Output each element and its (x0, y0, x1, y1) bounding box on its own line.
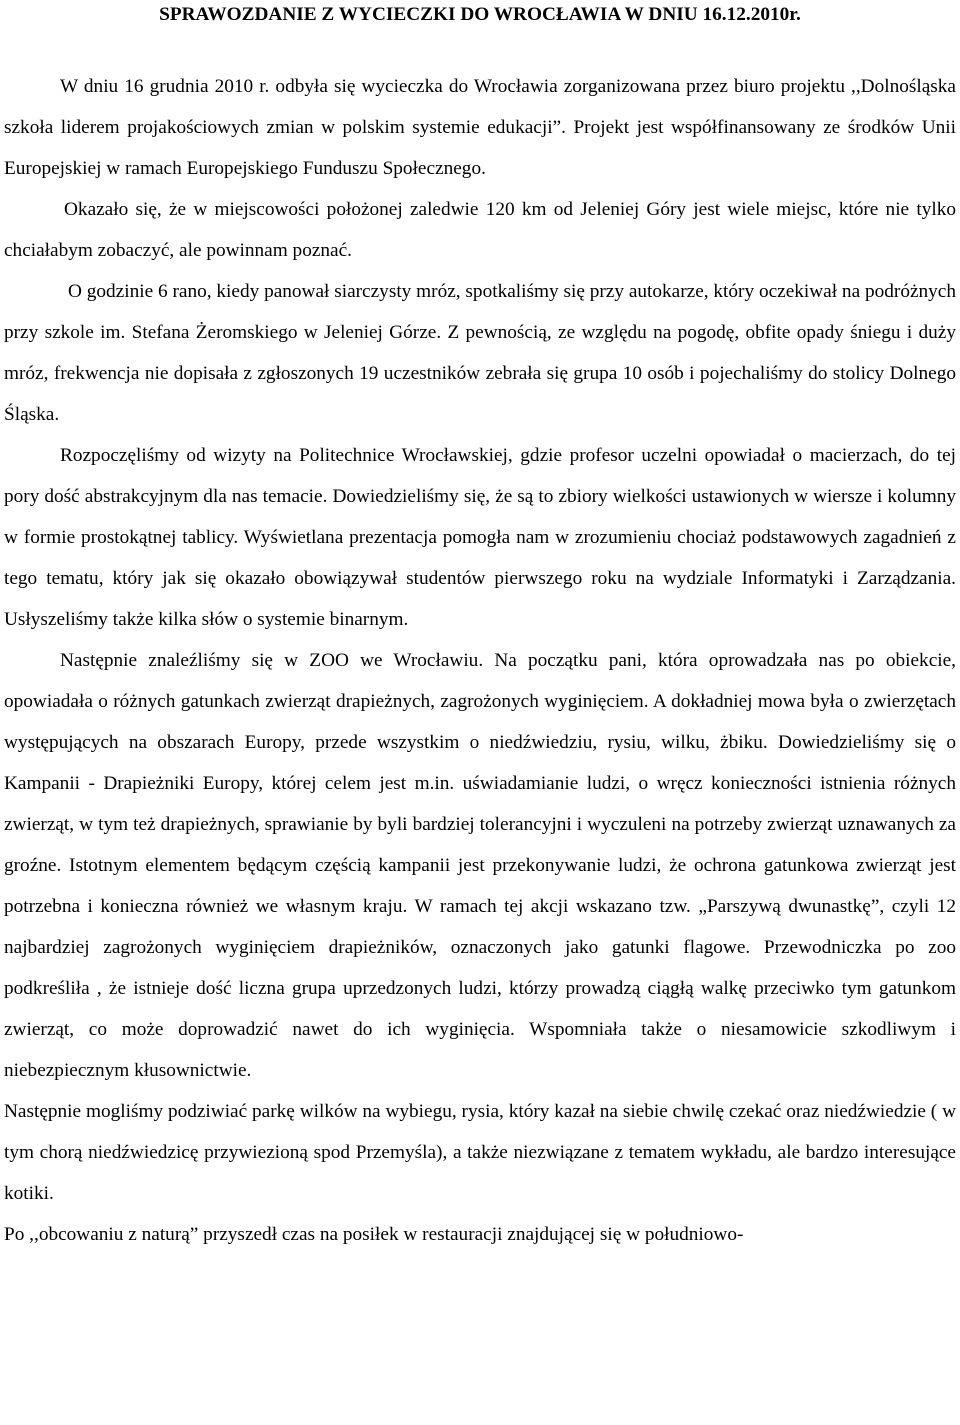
paragraph: O godzinie 6 rano, kiedy panował siarczysty mróz, spotkaliśmy się przy autokarze, który oczekiwał na podróżnych przy szkole im. Stefana Żeromskiego w Jeleniej Górze. Z pewnością, ze względu na pogodę, obfite opady śniegu i duży mróz, frekwencja nie dopisała z zgłoszonych 19 uczestników zebrała się grupa 10 osób i pojechaliśmy do stolicy Dolnego Śląska. (4, 281, 956, 425)
paragraph: Okazało się, że w miejscowości położonej zaledwie 120 km od Jeleniej Góry jest wiele miejsc, które nie tylko chciałabym zobaczyć, ale powinnam poznać. (4, 199, 956, 261)
paragraph: Rozpoczęliśmy od wizyty na Politechnice Wrocławskiej, gdzie profesor uczelni opowiadał o macierzach, do tej pory dość abstrakcyjnym dla nas temacie. Dowiedzieliśmy się, że są to zbiory wielkości ustawionych w wiersze i kolumny w formie prostokątnej tablicy. Wyświetlana prezentacja pomogła nam w zrozumieniu chociaż podstawowych zagadnień z tego tematu, który jak się okazało obowiązywał studentów pierwszego roku na wydziale Informatyki i Zarządzania. Usłyszeliśmy także kilka słów o systemie binarnym. (4, 445, 956, 630)
paragraph: Po ,,obcowaniu z naturą” przyszedł czas na posiłek w restauracji znajdującej się w południowo- (4, 1224, 744, 1245)
document-page (4, 2, 956, 1255)
document-body (4, 66, 956, 1255)
paragraph: W dniu 16 grudnia 2010 r. odbyła się wycieczka do Wrocławia zorganizowana przez biuro projektu ,,Dolnośląska szkoła liderem projakościowych zmian w polskim systemie edukacji”. Projekt jest współfinansowany ze środków Unii Europejskiej w ramach Europejskiego Funduszu Społecznego. (4, 76, 956, 179)
document-title: SPRAWOZDANIE Z WYCIECZKI DO WROCŁAWIA W DNIU 16.12.2010r. (159, 4, 801, 25)
paragraph: Następnie mogliśmy podziwiać parkę wilków na wybiegu, rysia, który kazał na siebie chwilę czekać oraz niedźwiedzie ( w tym chorą niedźwiedzicę przywiezioną spod Przemyśla), a także niezwiązane z tematem wykładu, ale bardzo interesujące kotiki. (4, 1101, 956, 1204)
paragraph: Następnie znaleźliśmy się w ZOO we Wrocławiu. Na początku pani, która oprowadzała nas po obiekcie, opowiadała o różnych gatunkach zwierząt drapieżnych, zagrożonych wyginięciem. A dokładniej mowa była o zwierzętach występujących na obszarach Europy, przede wszystkim o niedźwiedziu, rysiu, wilku, żbiku. Dowiedzieliśmy się o Kampanii - Drapieżniki Europy, której celem jest m.in. uświadamianie ludzi, o wręcz konieczności istnienia różnych zwierząt, w tym też drapieżnych, sprawianie by byli bardziej tolerancyjni i wyczuleni na potrzeby zwierząt uznawanych za groźne. Istotnym elementem będącym częścią kampanii jest przekonywanie ludzi, że ochrona gatunkowa zwierząt jest potrzebna i konieczna również we własnym kraju. W ramach tej akcji wskazano tzw. „Parszywą dwunastkę”, czyli 12 najbardziej zagrożonych wyginięciem drapieżników, oznaczonych jako gatunki flagowe. Przewodniczka po zoo podkreśliła , że istnieje dość liczna grupa uprzedzonych ludzi, którzy prowadzą ciągłą walkę przeciwko tym gatunkom zwierząt, co może doprowadzić nawet do ich wyginięcia. Wspomniała także o niesamowicie szkodliwym i niebezpiecznym kłusownictwie. (4, 650, 956, 1081)
